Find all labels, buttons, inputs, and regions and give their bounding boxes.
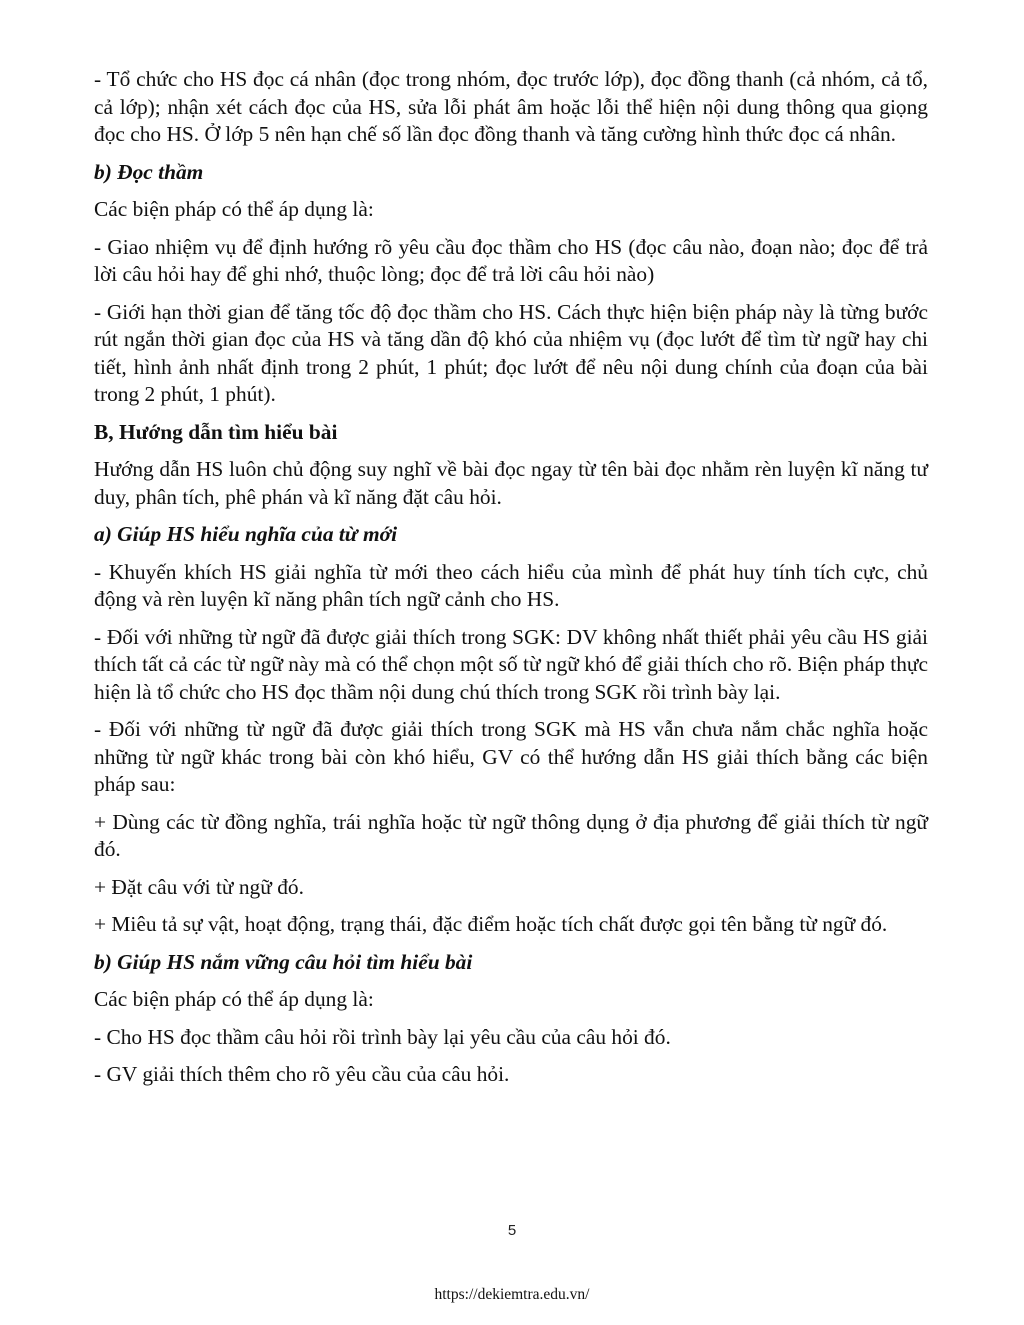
paragraph: - GV giải thích thêm cho rõ yêu cầu của câu hỏi. [94,1062,510,1086]
paragraph: - Đối với những từ ngữ đã được giải thích trong SGK mà HS vẫn chưa nắm chắc nghĩa hoặc những từ ngữ khác trong bài còn khó hiểu, GV có thể hướng dẫn HS giải thích bằng các biện pháp sau: [94,717,928,796]
document-body [94,66,928,1099]
paragraph: + Dùng các từ đồng nghĩa, trái nghĩa hoặc từ ngữ thông dụng ở địa phương để giải thích từ ngữ đó. [94,809,928,861]
paragraph: - Tổ chức cho HS đọc cá nhân (đọc trong nhóm, đọc trước lớp), đọc đồng thanh (cả nhóm, cả tổ, cả lớp); nhận xét cách đọc của HS, sửa lỗi phát âm hoặc lỗi thể hiện nội dung thông qua giọng đọc cho HS. Ở lớp 5 nên hạn chế số lần đọc đồng thanh và tăng cường hình thức đọc cá nhân. [94,67,928,146]
page-number: 5 [507,1222,517,1239]
paragraph: - Cho HS đọc thầm câu hỏi rồi trình bày lại yêu cầu của câu hỏi đó. [94,1024,671,1049]
footer-link[interactable]: https://dekiemtra.edu.vn/ [434,1286,590,1303]
section-heading: a) Giúp HS hiểu nghĩa của từ mới [94,522,398,546]
paragraph: + Đặt câu với từ ngữ đó. [94,874,304,899]
paragraph: - Giao nhiệm vụ để định hướng rõ yêu cầu đọc thầm cho HS (đọc câu nào, đoạn nào; đọc để trả lời câu hỏi hay để ghi nhớ, thuộc lòng; đọc để trả lời câu hỏi nào) [94,234,928,286]
paragraph: Hướng dẫn HS luôn chủ động suy nghĩ về bài đọc ngay từ tên bài đọc nhằm rèn luyện kĩ năng tư duy, phân tích, phê phán và kĩ năng đặt câu hỏi. [94,457,928,509]
section-heading: b) Giúp HS nắm vững câu hỏi tìm hiểu bài [94,949,473,974]
paragraph: - Khuyến khích HS giải nghĩa từ mới theo cách hiểu của mình để phát huy tính tích cực, chủ động và rèn luyện kĩ năng phân tích ngữ cảnh cho HS. [94,559,928,611]
paragraph: + Miêu tả sự vật, hoạt động, trạng thái, đặc điểm hoặc tích chất được gọi tên bằng từ ngữ đó. [94,912,888,936]
section-heading: b) Đọc thầm [94,159,204,184]
paragraph: - Đối với những từ ngữ đã được giải thích trong SGK: DV không nhất thiết phải yêu cầu HS giải thích tất cả các từ ngữ này mà có thể chọn một số từ ngữ khó để giải thích cho rõ. Biện pháp thực hiện là tổ chức cho HS đọc thầm nội dung chú thích trong SGK rồi trình bày lại. [94,624,928,704]
paragraph: Các biện pháp có thể áp dụng là: [94,197,374,221]
section-heading: B, Hướng dẫn tìm hiểu bài [94,419,338,444]
paragraph: - Giới hạn thời gian để tăng tốc độ đọc thầm cho HS. Cách thực hiện biện pháp này là từng bước rút ngắn thời gian đọc của HS và tăng dần độ khó của nhiệm vụ (đọc lướt để tìm từ ngữ hay chi tiết, hình ảnh nhất định trong 2 phút, 1 phút; đọc lướt để nêu nội dung chính của đoạn của bài trong 2 phút, 1 phút). [94,299,928,406]
paragraph: Các biện pháp có thể áp dụng là: [94,987,374,1011]
